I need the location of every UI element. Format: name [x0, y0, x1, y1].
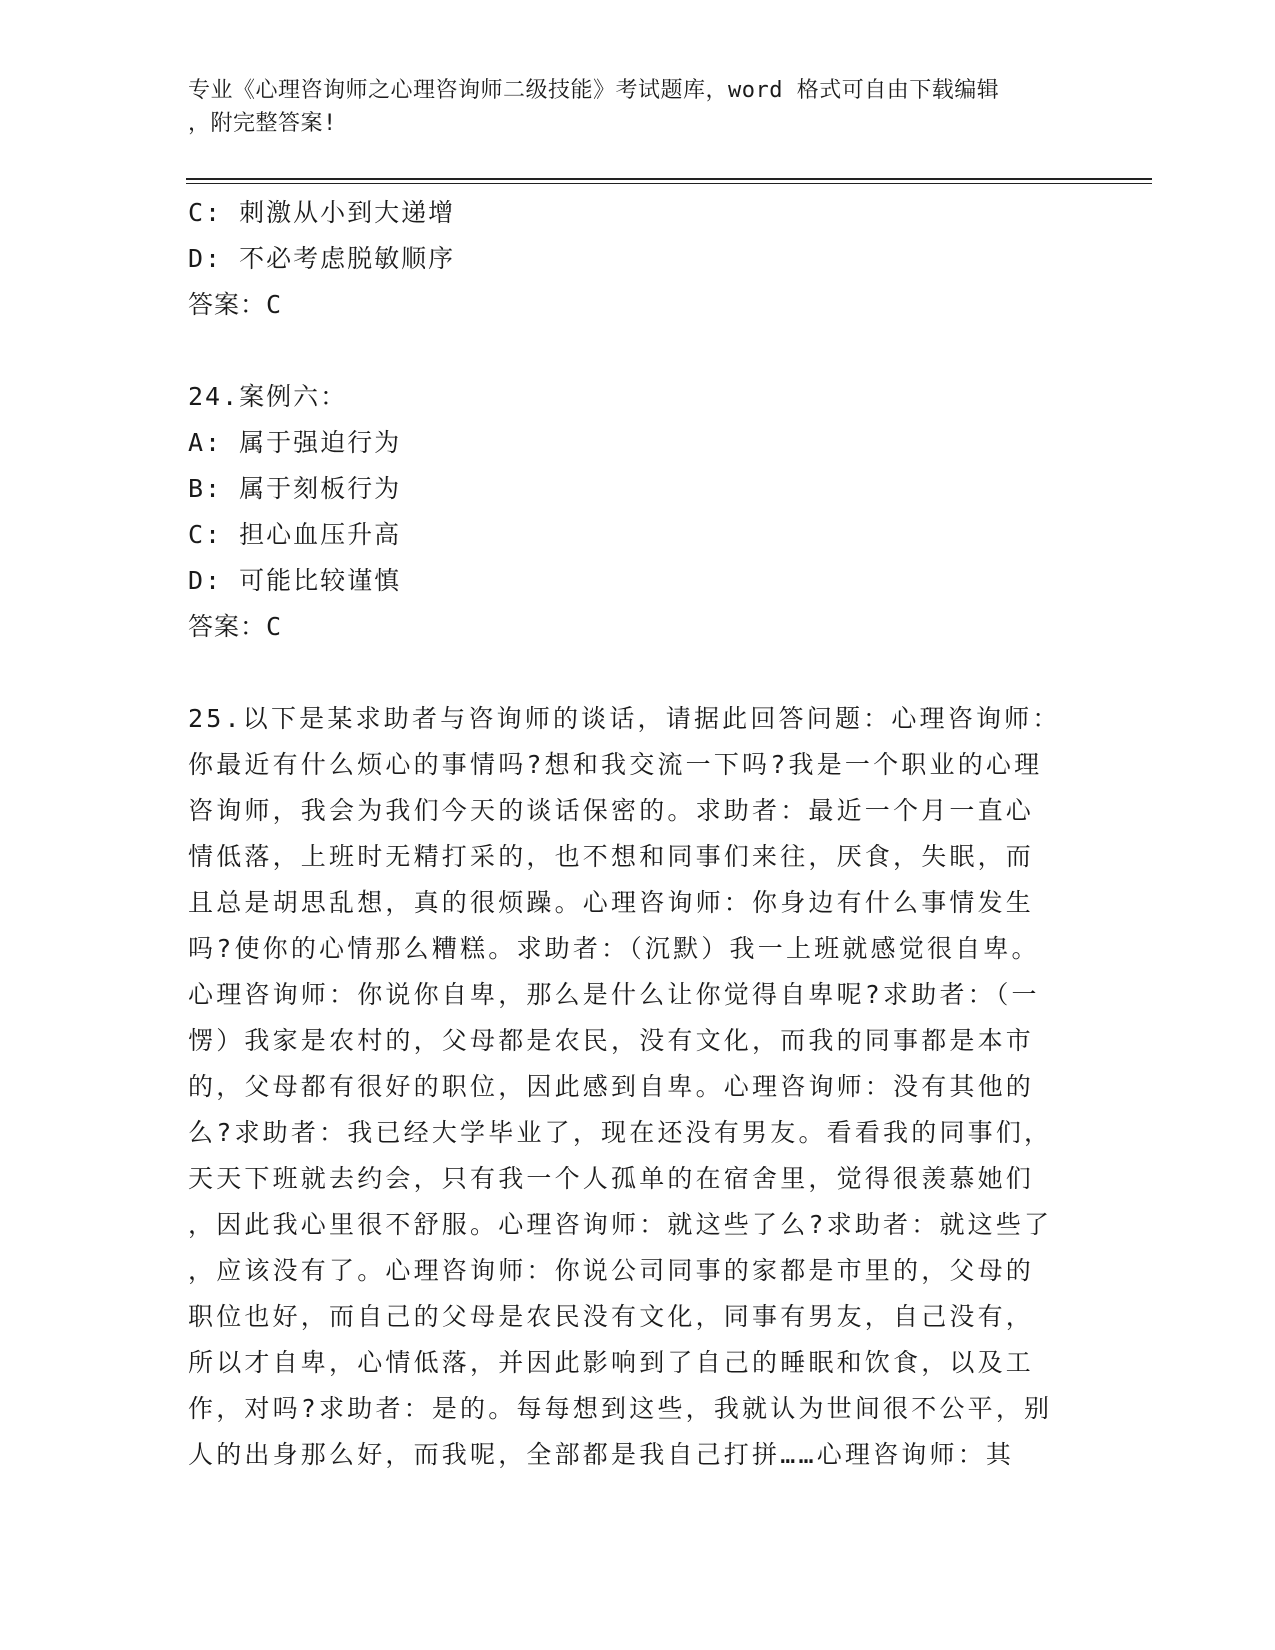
- option-d: D: 不必考虑脱敏顺序: [188, 244, 456, 273]
- paragraph-line: 么?求助者：我已经大学毕业了，现在还没有男友。看看我的同事们，: [188, 1118, 1053, 1147]
- paragraph-line: 心理咨询师：你说你自卑，那么是什么让你觉得自卑呢?求助者：（一: [188, 980, 1040, 1009]
- header-title-line-2: ，附完整答案!: [188, 111, 337, 136]
- option-a: A: 属于强迫行为: [188, 428, 402, 457]
- page-header: [188, 74, 1088, 140]
- paragraph-line: 且总是胡思乱想，真的很烦躁。心理咨询师：你身边有什么事情发生: [188, 888, 1035, 917]
- answer-label: 答案：C: [188, 290, 283, 319]
- paragraph-line: 所以才自卑，心情低落，并因此影响到了自己的睡眠和饮食，以及工: [188, 1348, 1035, 1377]
- paragraph-line: 吗?使你的心情那么糟糕。求助者：（沉默）我一上班就感觉很自卑。: [188, 934, 1040, 963]
- option-c: C: 担心血压升高: [188, 520, 402, 549]
- question-stem: 24.案例六：: [188, 382, 348, 411]
- paragraph-line: 的，父母都有很好的职位，因此感到自卑。心理咨询师：没有其他的: [188, 1072, 1035, 1101]
- option-d: D: 可能比较谨慎: [188, 566, 402, 595]
- header-divider-thick: [186, 178, 1152, 180]
- document-body: [188, 190, 1088, 1478]
- option-b: B: 属于刻板行为: [188, 474, 402, 503]
- spacer: [188, 650, 1088, 696]
- question-24: [188, 374, 1088, 650]
- paragraph-line: 咨询师，我会为我们今天的谈话保密的。求助者：最近一个月一直心: [188, 796, 1035, 825]
- paragraph-line: 作，对吗?求助者：是的。每每想到这些，我就认为世间很不公平，别: [188, 1394, 1053, 1423]
- paragraph-line: 你最近有什么烦心的事情吗?想和我交流一下吗?我是一个职业的心理: [188, 750, 1043, 779]
- header-divider-thin: [186, 183, 1152, 184]
- question-25: [188, 696, 1088, 1478]
- option-c: C: 刺激从小到大递增: [188, 198, 456, 227]
- paragraph-line: ，应该没有了。心理咨询师：你说公司同事的家都是市里的，父母的: [188, 1256, 1035, 1285]
- question-23-tail: [188, 190, 1088, 328]
- answer-label: 答案：C: [188, 612, 283, 641]
- paragraph-line: 愣）我家是农村的，父母都是农民，没有文化，而我的同事都是本市: [188, 1026, 1035, 1055]
- paragraph-line: 情低落，上班时无精打采的，也不想和同事们来往，厌食，失眠，而: [188, 842, 1035, 871]
- paragraph-line: 人的出身那么好，而我呢，全部都是我自己打拼……心理咨询师：其: [188, 1440, 1015, 1469]
- paragraph-line: 25.以下是某求助者与咨询师的谈话，请据此回答问题：心理咨询师：: [188, 704, 1061, 733]
- spacer: [188, 328, 1088, 374]
- paragraph-line: ，因此我心里很不舒服。心理咨询师：就这些了么?求助者：就这些了: [188, 1210, 1053, 1239]
- paragraph-line: 天天下班就去约会，只有我一个人孤单的在宿舍里，觉得很羡慕她们: [188, 1164, 1035, 1193]
- paragraph-line: 职位也好，而自己的父母是农民没有文化，同事有男友，自己没有，: [188, 1302, 1035, 1331]
- header-title-line-1: 专业《心理咨询师之心理咨询师二级技能》考试题库，word 格式可自由下载编辑: [188, 78, 1000, 103]
